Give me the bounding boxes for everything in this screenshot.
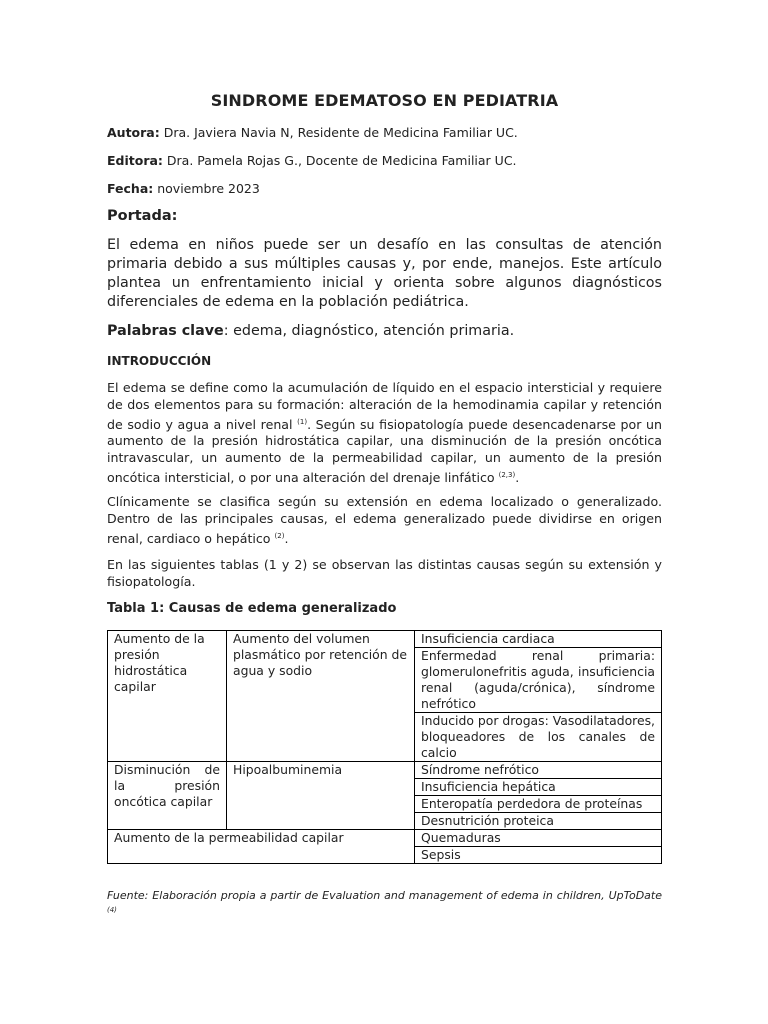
intro-p1-text-b: . Según su fisiopatología puede desencadenarse por un aumento de la presión hidrostática capilar, una disminución de la presión oncótica intravascular, un aumento de la permeabilidad capilar, un aumento de la presión oncótica intersticial, o por una alteración del drenaje linfático [107,416,662,485]
author-line [107,125,518,140]
keywords-label: Palabras clave [107,323,224,339]
cover-abstract: El edema en niños puede ser un desafío en las consultas de atención primaria debido a sus múltiples causas y, por ende, manejos. Este artículo plantea un enfrentamiento inicial y orienta sobre algunos diagnósticos diferenciales de edema en la población pediátrica. [107,237,662,310]
date-label: Fecha: [107,181,154,196]
source-text: Fuente: Elaboración propia a partir de Evaluation and management of edema in children, UpToDate [107,889,662,902]
citation-1: (1) [297,417,308,426]
cell-malnutrition: Desnutrición proteica [415,813,662,830]
cell-nephrotic: Síndrome nefrótico [415,762,662,779]
citation-4: (4) [107,906,117,914]
table-row [108,762,662,779]
editor-value: Dra. Pamela Rojas G., Docente de Medicina Familiar UC. [162,153,517,168]
author-value: Dra. Javiera Navia N, Residente de Medicina Familiar UC. [159,125,518,140]
editor-line [107,153,517,168]
cell-cardiac: Insuficiencia cardiaca [415,631,662,648]
cell-drugs: Inducido por drogas: Vasodilatadores, bloqueadores de los canales de calcio [415,713,662,762]
cell-volume: Aumento del volumen plasmático por retención de agua y sodio [227,631,415,762]
intro-paragraph-2 [107,494,662,547]
intro-p1-text-c: . [515,469,520,485]
cell-burns: Quemaduras [415,830,662,847]
intro-heading: INTRODUCCIÓN [107,354,212,368]
cell-renal: Enfermedad renal primaria: glomerulonefritis aguda, insuficiencia renal (aguda/crónica), síndrome nefrótico [415,648,662,713]
document-title: SINDROME EDEMATOSO EN PEDIATRIA [210,91,559,110]
author-label: Autora: [107,125,160,140]
cover-heading: Portada: [107,208,178,224]
intro-paragraph-1 [107,380,662,487]
table-row [108,631,662,648]
cell-enteropathy: Enteropatía perdedora de proteínas [415,796,662,813]
cell-hepatic: Insuficiencia hepática [415,779,662,796]
table-caption: Tabla 1: Causas de edema generalizado [107,601,397,616]
cell-hypoalbumin: Hipoalbuminemia [227,762,415,830]
keywords-value: : edema, diagnóstico, atención primaria. [223,323,515,339]
causes-table [107,630,662,864]
date-value: noviembre 2023 [153,181,260,196]
cell-sepsis: Sepsis [415,847,662,864]
cell-permeability: Aumento de la permeabilidad capilar [108,830,415,864]
citation-2: (2) [274,531,285,540]
intro-p2-text-b: . [284,530,289,546]
keywords-line [107,323,514,339]
table-source [107,888,662,921]
editor-label: Editora: [107,153,163,168]
date-line [107,181,260,196]
intro-p2-text-a: Clínicamente se clasifica según su extensión en edema localizado o generalizado. Dentro de las principales causas, el edema generalizado puede dividirse en origen renal, cardiaco o hepático [107,494,662,546]
cell-oncotic: Disminución de la presión oncótica capilar [108,762,227,830]
intro-p1-text-a: El edema se define como la acumulación de líquido en el espacio intersticial y requiere de dos elementos para su formación: alteración de la hemodinamia capilar y retención de sodio y agua a nivel renal [107,380,662,432]
cell-hydrostatic: Aumento de la presión hidrostática capilar [108,631,227,762]
citation-2-3: (2,3) [498,470,516,479]
intro-paragraph-3: En las siguientes tablas (1 y 2) se observan las distintas causas según su extensión y fisiopatología. [107,557,662,589]
table-row [108,830,662,847]
